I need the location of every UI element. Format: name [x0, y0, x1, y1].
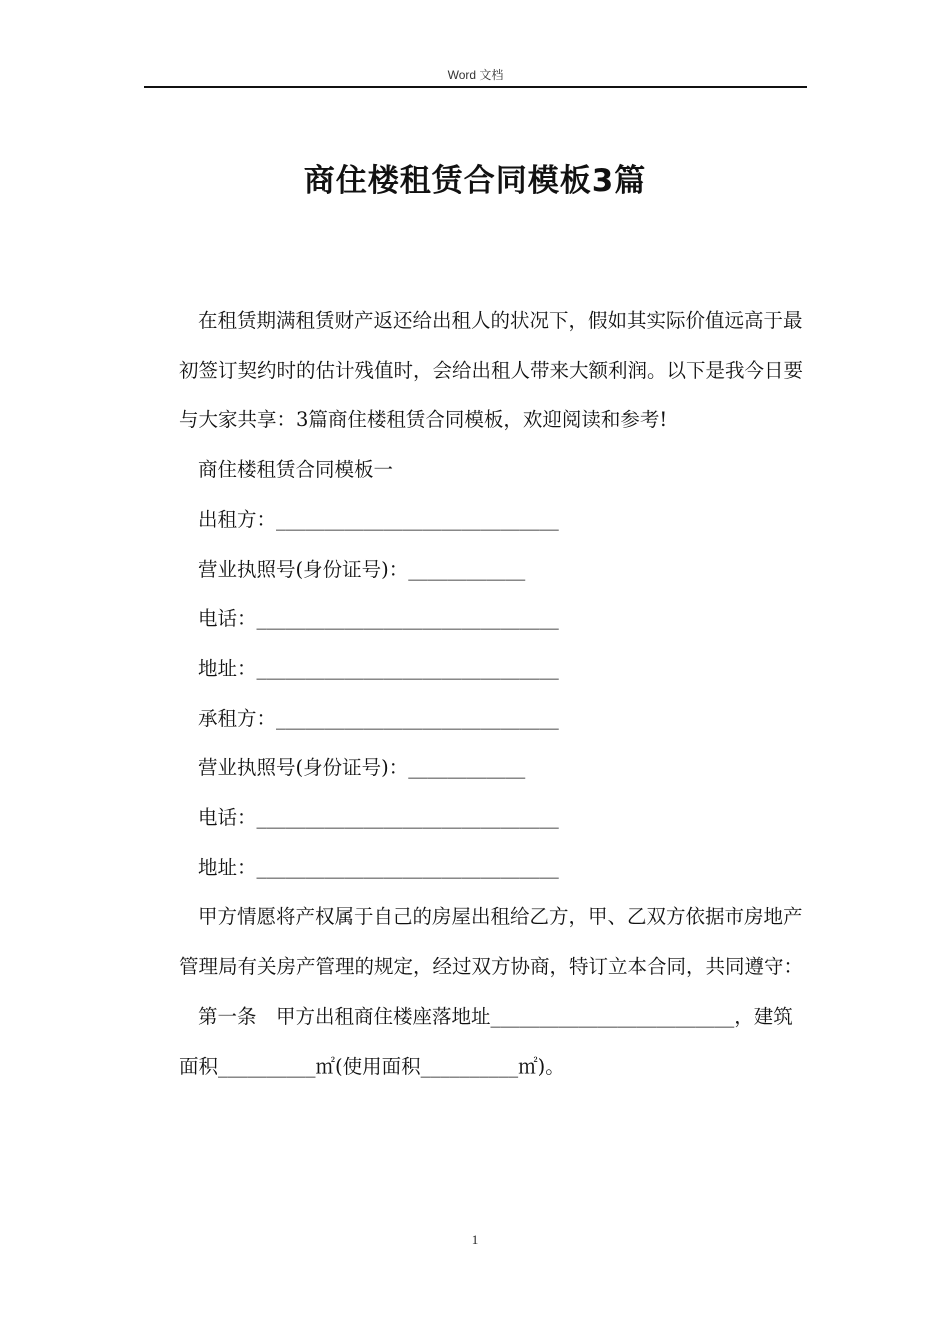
page-number: 1 [471, 1232, 479, 1247]
intro-paragraph: 在租赁期满租赁财产返还给出租人的状况下，假如其实际价值远高于最初签订契约时的估计残值时，会给出租人带来大额利润。以下是我今日要与大家共享：3篇商住楼租赁合同模板，欢迎阅读和参考! [179, 309, 804, 432]
header-divider [144, 86, 807, 88]
lessee-address-field: 地址：_______________________________ [198, 855, 559, 879]
document-title: 商住楼租赁合同模板3篇 [303, 163, 647, 199]
agreement-paragraph: 甲方情愿将产权属于自己的房屋出租给乙方，甲、乙双方依据市房地产管理局有关房产管理的规定，经过双方协商，特订立本合同，共同遵守： [179, 905, 804, 979]
lessee-license-field: 营业执照号(身份证号)：____________ [198, 756, 526, 780]
lessor-field: 出租方：_____________________________ [198, 507, 559, 531]
section-heading: 商住楼租赁合同模板一 [198, 458, 394, 482]
page-header: Word 文档 [447, 68, 504, 82]
article-one-paragraph: 第一条 甲方出租商住楼座落地址_________________________，建筑面积__________㎡(使用面积__________㎡)。 [179, 1004, 793, 1078]
lessee-field: 承租方：_____________________________ [198, 706, 559, 730]
lessor-phone-field: 电话：_______________________________ [198, 607, 559, 631]
lessor-address-field: 地址：_______________________________ [198, 656, 559, 680]
lessee-phone-field: 电话：_______________________________ [198, 806, 559, 830]
document-body [179, 296, 809, 1091]
lessor-license-field: 营业执照号(身份证号)：____________ [198, 557, 526, 581]
